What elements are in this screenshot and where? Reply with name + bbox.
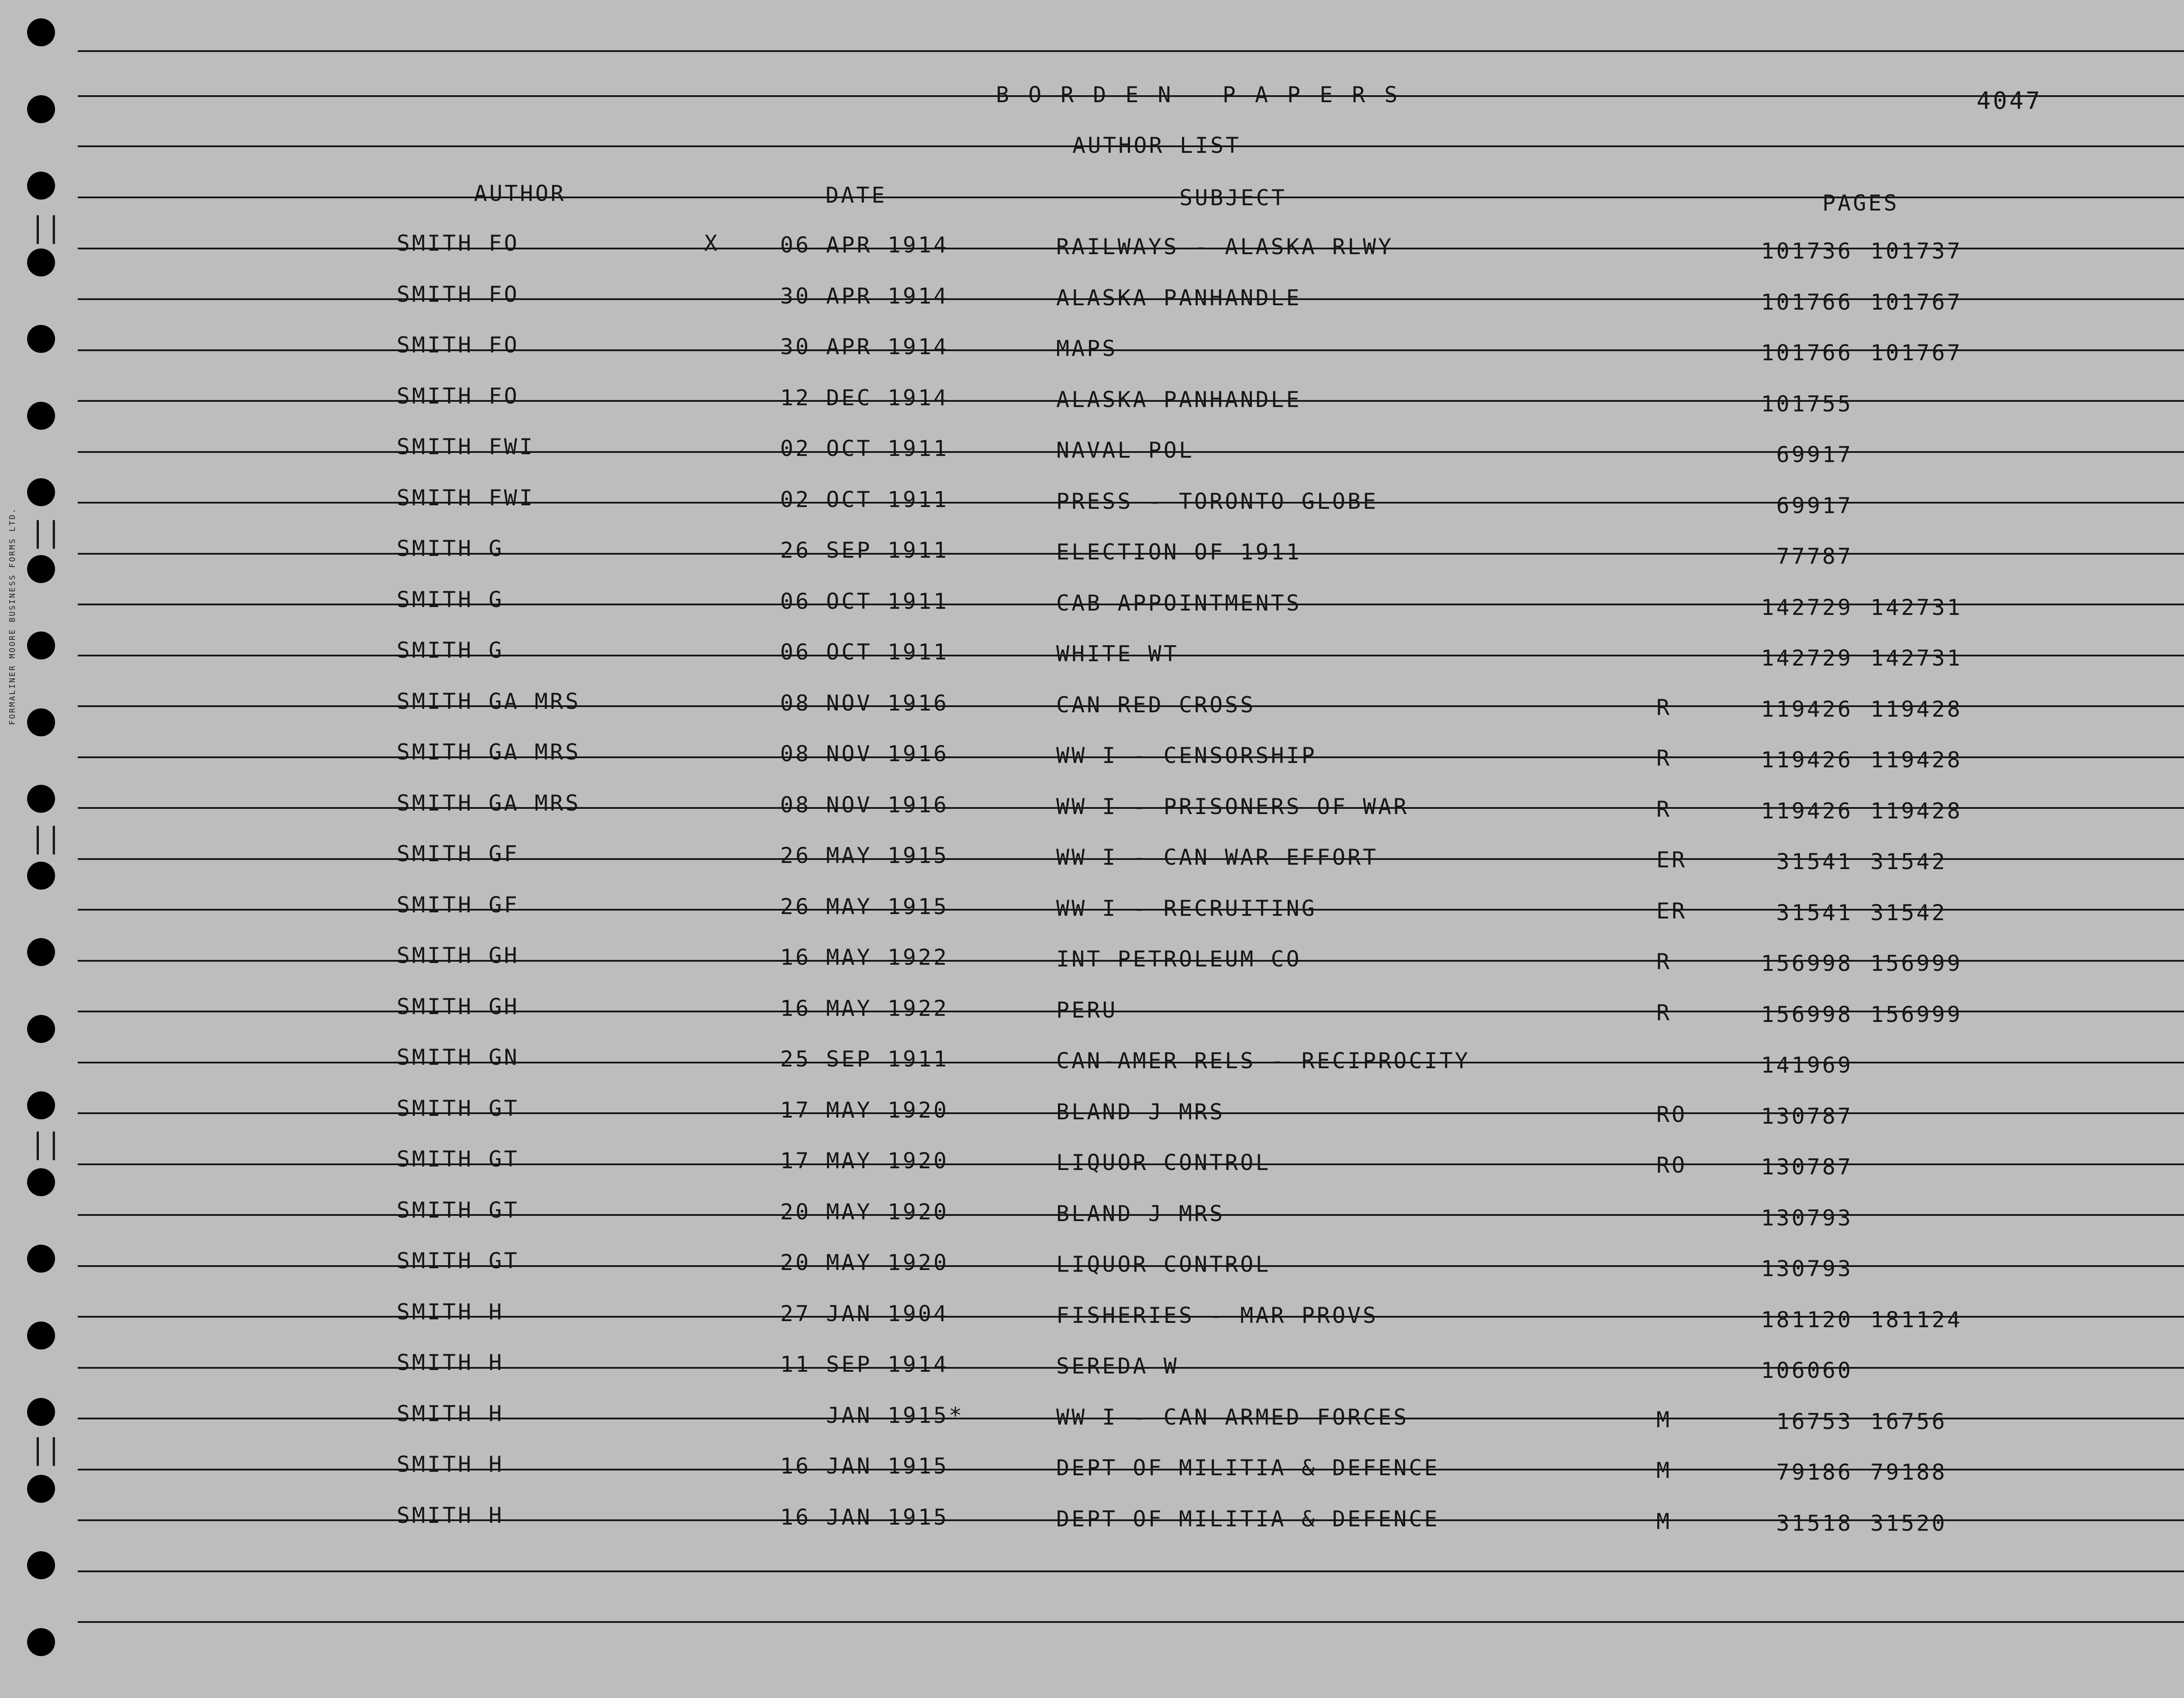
page-end-cell: 119428 <box>1870 747 1963 773</box>
date-cell: 12 DEC 1914 <box>780 385 949 411</box>
report-subtitle: AUTHOR LIST <box>1072 133 1241 158</box>
date-cell: 26 MAY 1915 <box>780 843 949 868</box>
code-cell: M <box>1656 1458 1672 1483</box>
ruled-line <box>78 50 2184 52</box>
author-cell: SMITH GA MRS <box>397 790 581 816</box>
author-cell: SMITH GT <box>397 1096 519 1121</box>
page-start-cell: 101736 <box>1761 238 1853 264</box>
tractor-feed-hole <box>27 1245 55 1273</box>
page-start-cell: 130793 <box>1761 1256 1853 1281</box>
page-start-cell: 31541 <box>1776 849 1853 874</box>
page-end-cell: 156999 <box>1870 1002 1963 1027</box>
subject-cell: LIQUOR CONTROL <box>1056 1252 1271 1277</box>
date-cell: 11 SEP 1914 <box>780 1352 949 1377</box>
tractor-feed-hole <box>27 1398 55 1426</box>
date-cell: 27 JAN 1904 <box>780 1301 949 1326</box>
flag-cell: X <box>704 231 720 256</box>
column-header-subject: SUBJECT <box>1179 185 1287 211</box>
page-start-cell: 101755 <box>1761 391 1853 417</box>
author-cell: SMITH GT <box>397 1248 519 1274</box>
author-cell: SMITH GT <box>397 1198 519 1223</box>
subject-cell: WW I - RECRUITING <box>1056 896 1317 921</box>
subject-cell: CAN RED CROSS <box>1056 692 1256 718</box>
column-header-pages: PAGES <box>1822 190 1899 216</box>
page-start-cell: 69917 <box>1776 442 1853 467</box>
perforation-tick-mark: ⏐⏐ <box>31 1131 63 1161</box>
date-cell: 30 APR 1914 <box>780 283 949 309</box>
page-start-cell: 181120 <box>1761 1307 1853 1332</box>
subject-cell: DEPT OF MILITIA & DEFENCE <box>1056 1455 1440 1481</box>
page-start-cell: 130793 <box>1761 1205 1853 1231</box>
author-cell: SMITH H <box>397 1503 504 1528</box>
code-cell: RO <box>1656 1153 1687 1178</box>
tractor-feed-hole <box>27 1015 55 1043</box>
subject-cell: CAB APPOINTMENTS <box>1056 590 1302 616</box>
page-start-cell: 119426 <box>1761 798 1853 824</box>
ruled-line <box>78 1011 2184 1012</box>
date-cell: 02 OCT 1911 <box>780 436 949 461</box>
subject-cell: PRESS - TORONTO GLOBE <box>1056 489 1379 514</box>
date-cell: 16 JAN 1915 <box>780 1505 949 1530</box>
date-cell: 06 OCT 1911 <box>780 589 949 614</box>
page-end-cell: 31520 <box>1870 1511 1947 1536</box>
code-cell: M <box>1656 1407 1672 1432</box>
author-cell: SMITH G <box>397 638 504 663</box>
tractor-feed-hole <box>27 708 55 736</box>
tractor-feed-hole <box>27 1091 55 1119</box>
ruled-line <box>78 349 2184 351</box>
author-cell: SMITH GH <box>397 943 519 968</box>
subject-cell: DEPT OF MILITIA & DEFENCE <box>1056 1506 1440 1532</box>
page-start-cell: 77787 <box>1776 544 1853 569</box>
subject-cell: WW I - CAN WAR EFFORT <box>1056 845 1379 870</box>
date-cell: 26 MAY 1915 <box>780 894 949 919</box>
code-cell: R <box>1656 745 1672 771</box>
tractor-feed-hole <box>27 1322 55 1349</box>
date-cell: 30 APR 1914 <box>780 334 949 359</box>
ruled-line <box>78 1621 2184 1623</box>
date-cell: 06 OCT 1911 <box>780 639 949 665</box>
tractor-feed-hole <box>27 785 55 813</box>
date-cell: 08 NOV 1916 <box>780 690 949 716</box>
author-cell: SMITH H <box>397 1350 504 1375</box>
subject-cell: MAPS <box>1056 336 1118 361</box>
page-end-cell: 101767 <box>1870 290 1963 315</box>
page-start-cell: 142729 <box>1761 595 1853 620</box>
perforation-tick-mark: ⏐⏐ <box>31 215 63 245</box>
author-cell: SMITH FO <box>397 332 519 358</box>
subject-cell: WW I - CENSORSHIP <box>1056 743 1317 768</box>
tractor-feed-hole <box>27 632 55 659</box>
author-cell: SMITH FO <box>397 231 519 256</box>
tractor-feed-hole <box>27 172 55 200</box>
page-start-cell: 79186 <box>1776 1460 1853 1485</box>
form-manufacturer-imprint: FORMALINER MOORE BUSINESS FORMS LTD. <box>8 507 17 725</box>
subject-cell: LIQUOR CONTROL <box>1056 1150 1271 1175</box>
page-start-cell: 130787 <box>1761 1104 1853 1129</box>
page-start-cell: 119426 <box>1761 747 1853 773</box>
code-cell: M <box>1656 1509 1672 1534</box>
code-cell: R <box>1656 695 1672 720</box>
tractor-feed-hole <box>27 1475 55 1503</box>
author-cell: SMITH GF <box>397 841 519 866</box>
date-cell: 02 OCT 1911 <box>780 487 949 512</box>
page-end-cell: 31542 <box>1870 849 1947 874</box>
author-cell: SMITH G <box>397 587 504 612</box>
author-cell: SMITH GF <box>397 892 519 918</box>
date-cell: 26 SEP 1911 <box>780 538 949 563</box>
author-cell: SMITH GA MRS <box>397 689 581 714</box>
subject-cell: PERU <box>1056 997 1118 1023</box>
page-start-cell: 31541 <box>1776 900 1853 925</box>
subject-cell: RAILWAYS - ALASKA RLWY <box>1056 234 1394 259</box>
date-cell: 20 MAY 1920 <box>780 1250 949 1275</box>
code-cell: R <box>1656 1000 1672 1025</box>
author-cell: SMITH H <box>397 1299 504 1325</box>
page-end-cell: 119428 <box>1870 798 1963 824</box>
column-header-date: DATE <box>826 183 887 208</box>
author-cell: SMITH FWI <box>397 485 535 511</box>
tractor-feed-hole <box>27 402 55 430</box>
author-cell: SMITH H <box>397 1452 504 1477</box>
page-start-cell: 69917 <box>1776 493 1853 518</box>
page-end-cell: 142731 <box>1870 645 1963 671</box>
subject-cell: ALASKA PANHANDLE <box>1056 387 1302 412</box>
tractor-feed-hole <box>27 325 55 353</box>
page-end-cell: 79188 <box>1870 1460 1947 1485</box>
subject-cell: SEREDA W <box>1056 1353 1179 1379</box>
page-start-cell: 130787 <box>1761 1154 1853 1180</box>
column-header-author: AUTHOR <box>474 181 566 206</box>
page-start-cell: 119426 <box>1761 697 1853 722</box>
subject-cell: WW I - CAN ARMED FORCES <box>1056 1405 1409 1430</box>
author-cell: SMITH GN <box>397 1045 519 1070</box>
date-cell: 16 MAY 1922 <box>780 945 949 970</box>
subject-cell: FISHERIES - MAR PROVS <box>1056 1303 1379 1328</box>
report-title: BORDEN PAPERS <box>996 82 1417 107</box>
date-cell: 16 MAY 1922 <box>780 996 949 1021</box>
date-cell: 17 MAY 1920 <box>780 1148 949 1173</box>
page-start-cell: 101766 <box>1761 340 1853 366</box>
ruled-line <box>78 1570 2184 1572</box>
page-end-cell: 31542 <box>1870 900 1947 925</box>
page-end-cell: 119428 <box>1870 697 1963 722</box>
page-start-cell: 156998 <box>1761 1002 1853 1027</box>
page-start-cell: 142729 <box>1761 645 1853 671</box>
author-cell: SMITH G <box>397 536 504 561</box>
subject-cell: ELECTION OF 1911 <box>1056 539 1302 565</box>
author-cell: SMITH GT <box>397 1146 519 1172</box>
perforation-tick-mark: ⏐⏐ <box>31 520 63 549</box>
page-end-cell: 181124 <box>1870 1307 1963 1332</box>
tractor-feed-hole <box>27 1628 55 1656</box>
date-cell: 08 NOV 1916 <box>780 741 949 766</box>
tractor-feed-hole <box>27 248 55 276</box>
code-cell: R <box>1656 797 1672 822</box>
code-cell: ER <box>1656 847 1687 873</box>
page-end-cell: 101737 <box>1870 238 1963 264</box>
page-end-cell: 156999 <box>1870 951 1963 976</box>
page-start-cell: 31518 <box>1776 1511 1853 1536</box>
author-cell: SMITH FO <box>397 282 519 307</box>
perforation-tick-mark: ⏐⏐ <box>31 825 63 855</box>
date-cell: 08 NOV 1916 <box>780 792 949 818</box>
author-cell: SMITH FO <box>397 383 519 409</box>
tractor-feed-hole <box>27 862 55 890</box>
date-cell: 16 JAN 1915 <box>780 1453 949 1479</box>
subject-cell: WW I - PRISONERS OF WAR <box>1056 794 1409 819</box>
page-start-cell: 141969 <box>1761 1053 1853 1078</box>
page-end-cell: 142731 <box>1870 595 1963 620</box>
perforation-tick-mark: ⏐⏐ <box>31 1437 63 1467</box>
subject-cell: WHITE WT <box>1056 641 1179 666</box>
subject-cell: ALASKA PANHANDLE <box>1056 285 1302 311</box>
tractor-feed-hole <box>27 1551 55 1579</box>
subject-cell: BLAND J MRS <box>1056 1099 1225 1125</box>
page-end-cell: 16756 <box>1870 1409 1947 1434</box>
page-start-cell: 101766 <box>1761 290 1853 315</box>
date-cell: 20 MAY 1920 <box>780 1199 949 1225</box>
date-cell: 25 SEP 1911 <box>780 1046 949 1072</box>
tractor-feed-hole <box>27 95 55 123</box>
code-cell: R <box>1656 949 1672 974</box>
page-start-cell: 106060 <box>1761 1358 1853 1383</box>
tractor-feed-hole <box>27 555 55 583</box>
tractor-feed-hole <box>27 478 55 506</box>
subject-cell: NAVAL POL <box>1056 438 1194 463</box>
author-cell: SMITH H <box>397 1401 504 1426</box>
page-end-cell: 101767 <box>1870 340 1963 366</box>
tractor-feed-hole <box>27 18 55 46</box>
page-start-cell: 156998 <box>1761 951 1853 976</box>
subject-cell: BLAND J MRS <box>1056 1201 1225 1226</box>
date-cell: 17 MAY 1920 <box>780 1097 949 1123</box>
author-cell: SMITH FWI <box>397 434 535 459</box>
subject-cell: CAN-AMER RELS - RECIPROCITY <box>1056 1048 1470 1073</box>
author-cell: SMITH GA MRS <box>397 739 581 765</box>
subject-cell: INT PETROLEUM CO <box>1056 946 1302 972</box>
date-cell: 06 APR 1914 <box>780 232 949 258</box>
code-cell: RO <box>1656 1102 1687 1127</box>
author-cell: SMITH GH <box>397 994 519 1019</box>
page-start-cell: 16753 <box>1776 1409 1853 1434</box>
code-cell: ER <box>1656 898 1687 924</box>
date-cell: JAN 1915* <box>780 1403 964 1428</box>
page-number: 4047 <box>1977 87 2042 114</box>
tractor-feed-hole <box>27 1168 55 1196</box>
tractor-feed-hole <box>27 938 55 966</box>
